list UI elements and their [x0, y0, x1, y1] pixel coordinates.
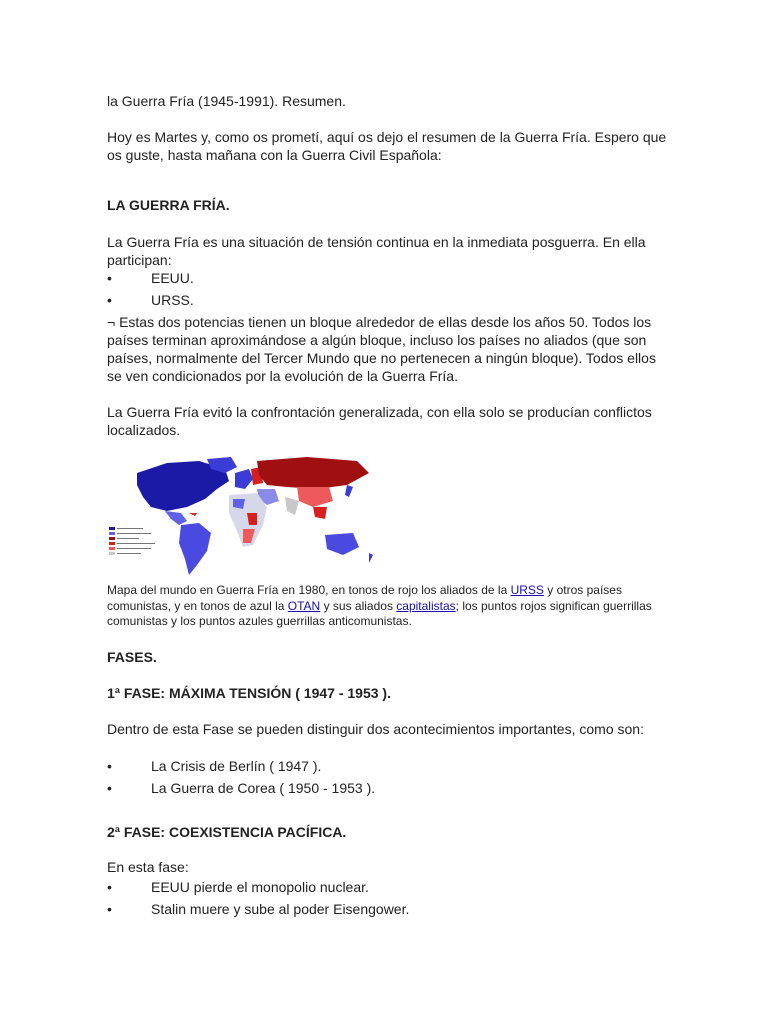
bullet-icon: •: [107, 780, 112, 796]
intro-greeting: Hoy es Martes y, como os prometí, aquí os dejo el resumen de la Guerra Fría. Espero que os guste, hasta mañana con la Guerra Civil Española:: [107, 129, 667, 163]
link-capitalistas[interactable]: capitalistas: [396, 598, 456, 613]
section-paragraph: La Guerra Fría evitó la confrontación generalizada, con ella solo se producían conflictos localizados.: [107, 404, 652, 438]
section-heading-fase-2: 2ª FASE: COEXISTENCIA PACÍFICA.: [107, 824, 347, 840]
link-urss[interactable]: URSS: [510, 583, 544, 597]
section-paragraph: ¬ Estas dos potencias tienen un bloque alrededor de ellas desde los años 50. Todos los países terminan aproximándose a algún bloque, incluso los países no aliados (que son países, normalmente del Tercer Mundo que no pertenecen a ningún bloque). Todos ellos se ven condicionados por la evolución de la Guerra Fría.: [107, 314, 656, 384]
map-caption: Mapa del mundo en Guerra Fría en 1980, en tonos de rojo los aliados de la URSS y otros países comunistas, y en tonos de azul la OTAN y sus aliados capitalistas; los puntos rojos significan guerrillas comunistas y los puntos azules guerrillas anticomunistas.: [107, 583, 652, 628]
bullet-icon: •: [107, 758, 112, 774]
cold-war-world-map: [107, 455, 397, 580]
link-otan[interactable]: OTAN: [287, 598, 321, 613]
list-item: • La Guerra de Corea ( 1950 - 1953 ).: [107, 780, 376, 796]
section-heading-guerra-fria: LA GUERRA FRÍA.: [107, 197, 230, 213]
fase1-events-list: [107, 757, 667, 801]
fase2-events-list: [107, 878, 667, 922]
list-item: • EEUU.: [107, 270, 194, 286]
participants-list: [107, 269, 667, 313]
section-paragraph: La Guerra Fría es una situación de tensión continua en la inmediata posguerra. En ella participan:: [107, 234, 646, 268]
section-heading-fases: FASES.: [107, 649, 157, 665]
section-heading-fase-1: 1ª FASE: MÁXIMA TENSIÓN ( 1947 - 1953 ).: [107, 685, 391, 701]
intro-title-line: la Guerra Fría (1945-1991). Resumen.: [107, 93, 346, 109]
bullet-icon: •: [107, 901, 112, 917]
section-paragraph: En esta fase:: [107, 859, 189, 875]
list-item: • URSS.: [107, 292, 194, 308]
list-item: • EEUU pierde el monopolio nuclear.: [107, 879, 369, 895]
bullet-icon: •: [107, 292, 112, 308]
bullet-icon: •: [107, 879, 112, 895]
list-item: • La Crisis de Berlín ( 1947 ).: [107, 758, 322, 774]
list-item: • Stalin muere y sube al poder Eisengower.: [107, 901, 410, 917]
bullet-icon: •: [107, 270, 112, 286]
section-paragraph: Dentro de esta Fase se pueden distinguir dos acontecimientos importantes, como son:: [107, 721, 644, 737]
